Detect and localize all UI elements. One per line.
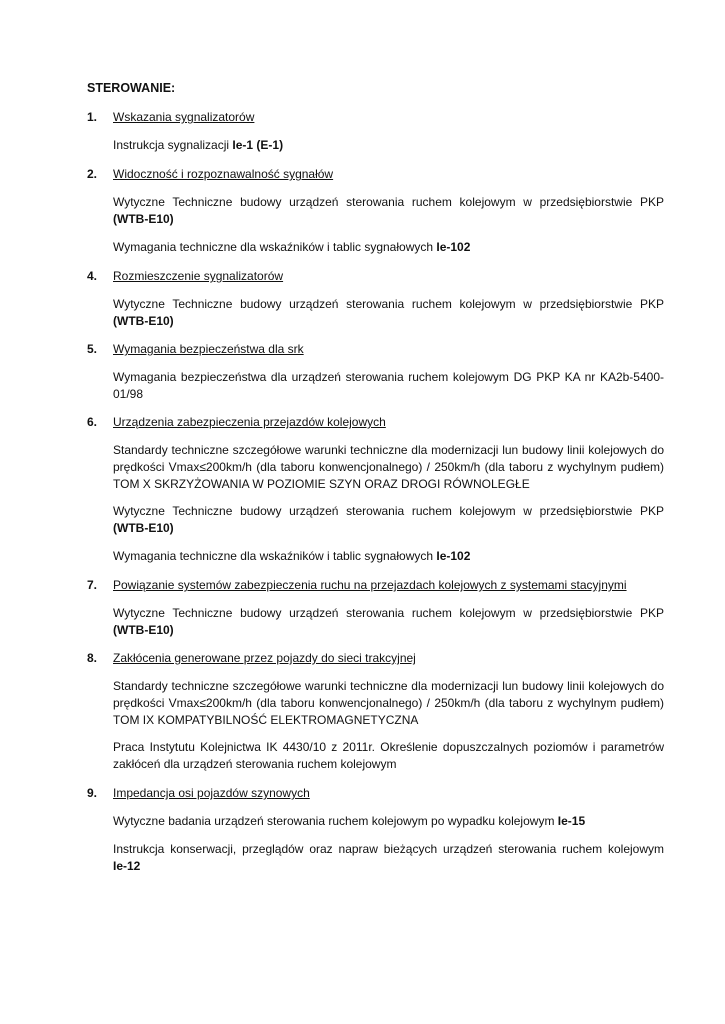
section-8 [87, 650, 664, 771]
section-7 [87, 577, 664, 637]
section-title: Urządzenia zabezpieczenia przejazdów kolejowych [113, 415, 386, 429]
paragraph: Instrukcja konserwacji, przeglądów oraz napraw bieżących urządzeń sterowania ruchem kolejowym Ie-12 [113, 842, 664, 873]
section-number: 9. [87, 786, 98, 800]
section-number: 7. [87, 578, 98, 592]
section-1 [87, 109, 664, 152]
section-number: 1. [87, 110, 98, 124]
section-5 [87, 341, 664, 401]
paragraph: Instrukcja sygnalizacji Ie-1 (E-1) [113, 138, 284, 152]
section-title: Wskazania sygnalizatorów [113, 110, 255, 124]
paragraph: Standardy techniczne szczegółowe warunki techniczne dla modernizacji lun budowy linii kolejowych do prędkości Vmax≤200km/h (dla taboru konwencjonalnego) / 250km/h (dla taboru z wychylnym pudłem) TOM X SKRZYŻOWANIA W POZIOMIE SZYN ORAZ DROGI RÓWNOLEGŁE [113, 443, 664, 491]
section-title: Widoczność i rozpoznawalność sygnałów [113, 167, 334, 181]
section-title: Zakłócenia generowane przez pojazdy do sieci trakcyjnej [113, 651, 416, 665]
section-title: Wymagania bezpieczeństwa dla srk [113, 342, 304, 356]
section-title: Impedancja osi pojazdów szynowych [113, 786, 310, 800]
paragraph: Wytyczne Techniczne budowy urządzeń sterowania ruchem kolejowym w przedsiębiorstwie PKP (WTB-E10) [113, 195, 664, 226]
section-number: 2. [87, 167, 98, 181]
paragraph: Wytyczne Techniczne budowy urządzeń sterowania ruchem kolejowym w przedsiębiorstwie PKP (WTB-E10) [113, 297, 664, 328]
section-4 [87, 268, 664, 328]
section-title: Powiązanie systemów zabezpieczenia ruchu na przejazdach kolejowych z systemami stacyjnymi [113, 578, 627, 592]
section-title: Rozmieszczenie sygnalizatorów [113, 269, 284, 283]
paragraph: Wymagania techniczne dla wskaźników i tablic sygnałowych Ie-102 [113, 549, 471, 563]
section-number: 4. [87, 269, 98, 283]
section-number: 6. [87, 415, 98, 429]
paragraph: Wytyczne Techniczne budowy urządzeń sterowania ruchem kolejowym w przedsiębiorstwie PKP (WTB-E10) [113, 504, 664, 535]
paragraph: Wytyczne badania urządzeń sterowania ruchem kolejowym po wypadku kolejowym Ie-15 [113, 814, 586, 828]
paragraph: Wytyczne Techniczne budowy urządzeń sterowania ruchem kolejowym w przedsiębiorstwie PKP (WTB-E10) [113, 606, 664, 637]
section-6 [87, 414, 664, 563]
paragraph: Praca Instytutu Kolejnictwa IK 4430/10 z 2011r. Określenie dopuszczalnych poziomów i parametrów zakłóceń dla urządzeń sterowania ruchem kolejowym [113, 740, 664, 771]
paragraph: Standardy techniczne szczegółowe warunki techniczne dla modernizacji lun budowy linii kolejowych do prędkości Vmax≤200km/h (dla taboru konwencjonalnego) / 250km/h (dla taboru z wychylnym pudłem) TOM IX KOMPATYBILNOŚĆ ELEKTROMAGNETYCZNA [113, 679, 664, 727]
paragraph: Wymagania techniczne dla wskaźników i tablic sygnałowych Ie-102 [113, 240, 471, 254]
section-number: 8. [87, 651, 98, 665]
section-number: 5. [87, 342, 98, 356]
paragraph: Wymagania bezpieczeństwa dla urządzeń sterowania ruchem kolejowym DG PKP KA nr KA2b-5400-01/98 [113, 370, 664, 401]
section-9 [87, 785, 664, 873]
page-heading: STEROWANIE: [87, 81, 176, 95]
section-2 [87, 166, 664, 254]
